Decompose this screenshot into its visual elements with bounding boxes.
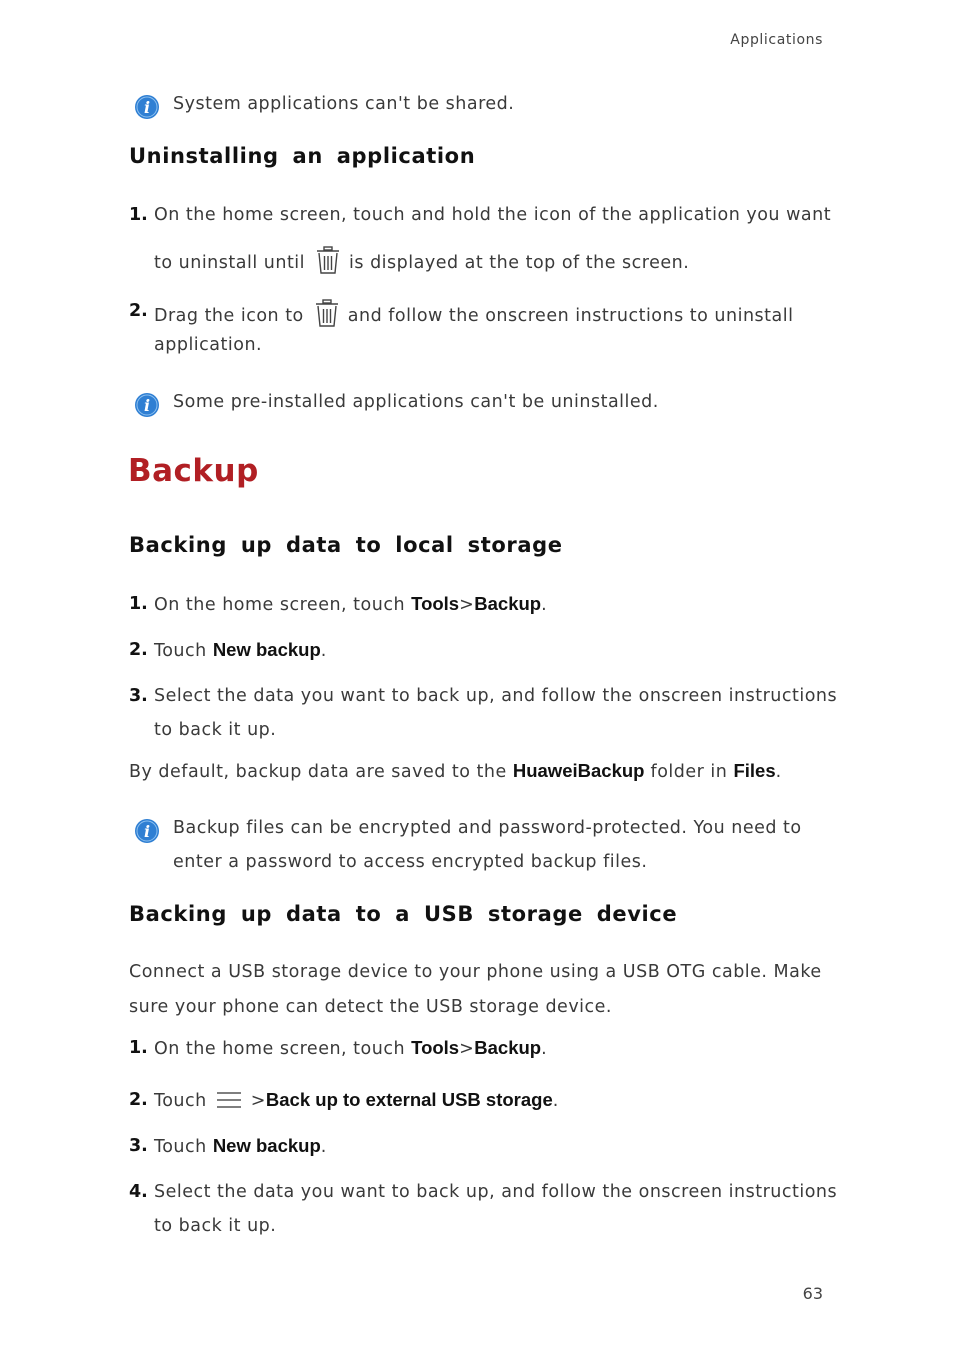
step-number: 2. [129, 301, 148, 321]
default-location-b: folder in [650, 762, 728, 782]
menu-icon [215, 1091, 243, 1109]
section-title-backup: Backup [128, 453, 259, 489]
usb-step-1 [154, 1036, 547, 1061]
step-number: 1. [129, 594, 148, 614]
heading-local-storage: Backing up data to local storage [129, 533, 563, 557]
usb-step-2 [154, 1088, 559, 1113]
usb-intro-line-2: sure your phone can detect the USB storage device. [129, 997, 612, 1017]
menu-path-backup: Backup [474, 593, 542, 614]
usb-step-2-text: Touch [154, 1091, 207, 1111]
usb-step-3 [154, 1134, 327, 1159]
uninstall-step-1-text-b: is displayed at the top of the screen. [349, 253, 690, 273]
note-system-apps: System applications can't be shared. [173, 94, 515, 114]
page-number: 63 [802, 1284, 823, 1303]
uninstall-step-2-text-b: and follow the onscreen instructions to uninstall [347, 306, 794, 326]
usb-step-4-line-2: to back it up. [154, 1216, 277, 1236]
step-number: 2. [129, 640, 148, 660]
huaweibackup-folder: HuaweiBackup [512, 760, 645, 781]
uninstall-step-2-line-1 [154, 299, 793, 328]
local-step-2 [154, 638, 327, 663]
uninstall-step-2-text-a: Drag the icon to [154, 306, 304, 326]
local-step-2-text: Touch [154, 641, 207, 661]
note-encryption-line-1: Backup files can be encrypted and password-protected. You need to [173, 818, 802, 838]
local-step-1-text: On the home screen, touch [154, 595, 406, 615]
info-icon [134, 392, 160, 418]
usb-step-4-line-1: Select the data you want to back up, and follow the onscreen instructions [154, 1182, 838, 1202]
menu-path-tools: Tools [411, 593, 460, 614]
svg-text:i: i [143, 822, 151, 841]
menu-path-backup: Backup [474, 1037, 542, 1058]
note-preinstalled: Some pre-installed applications can't be uninstalled. [173, 392, 659, 412]
uninstall-step-2-line-2: application. [154, 335, 263, 355]
usb-step-1-text: On the home screen, touch [154, 1039, 406, 1059]
default-location-text [129, 759, 782, 784]
period: . [320, 641, 327, 661]
info-icon [134, 818, 160, 844]
note-encryption-line-2: enter a password to access encrypted backup files. [173, 852, 648, 872]
heading-usb-storage: Backing up data to a USB storage device [129, 902, 678, 926]
local-step-3-line-1: Select the data you want to back up, and follow the onscreen instructions [154, 686, 838, 706]
files-app: Files [733, 760, 776, 781]
svg-text:i: i [143, 98, 151, 117]
step-number: 3. [129, 1136, 148, 1156]
local-step-1 [154, 592, 547, 617]
menu-separator: > [250, 1091, 266, 1111]
step-number: 2. [129, 1090, 148, 1110]
step-number: 3. [129, 686, 148, 706]
period: . [541, 595, 548, 615]
uninstall-step-1-line-1: On the home screen, touch and hold the icon of the application you want [154, 205, 832, 225]
info-icon [134, 94, 160, 120]
step-number: 1. [129, 1038, 148, 1058]
svg-text:i: i [143, 396, 151, 415]
menu-path-tools: Tools [411, 1037, 460, 1058]
period: . [541, 1039, 548, 1059]
trash-icon [315, 246, 341, 274]
period: . [775, 762, 782, 782]
period: . [552, 1091, 559, 1111]
running-header: Applications [730, 32, 823, 48]
usb-step-3-text: Touch [154, 1137, 207, 1157]
step-number: 4. [129, 1182, 148, 1202]
menu-separator: > [459, 1039, 475, 1059]
usb-intro-line-1: Connect a USB storage device to your phone using a USB OTG cable. Make [129, 962, 822, 982]
local-step-3-line-2: to back it up. [154, 720, 277, 740]
back-up-usb-label: Back up to external USB storage [265, 1089, 553, 1110]
new-backup-label: New backup [212, 639, 321, 660]
heading-uninstalling: Uninstalling an application [129, 144, 476, 168]
new-backup-label: New backup [212, 1135, 321, 1156]
uninstall-step-1-text-a: to uninstall until [154, 253, 306, 273]
period: . [320, 1137, 327, 1157]
step-number: 1. [129, 205, 148, 225]
menu-separator: > [459, 595, 475, 615]
default-location-a: By default, backup data are saved to the [129, 762, 507, 782]
trash-icon [314, 299, 340, 327]
uninstall-step-1-line-2 [154, 246, 689, 275]
